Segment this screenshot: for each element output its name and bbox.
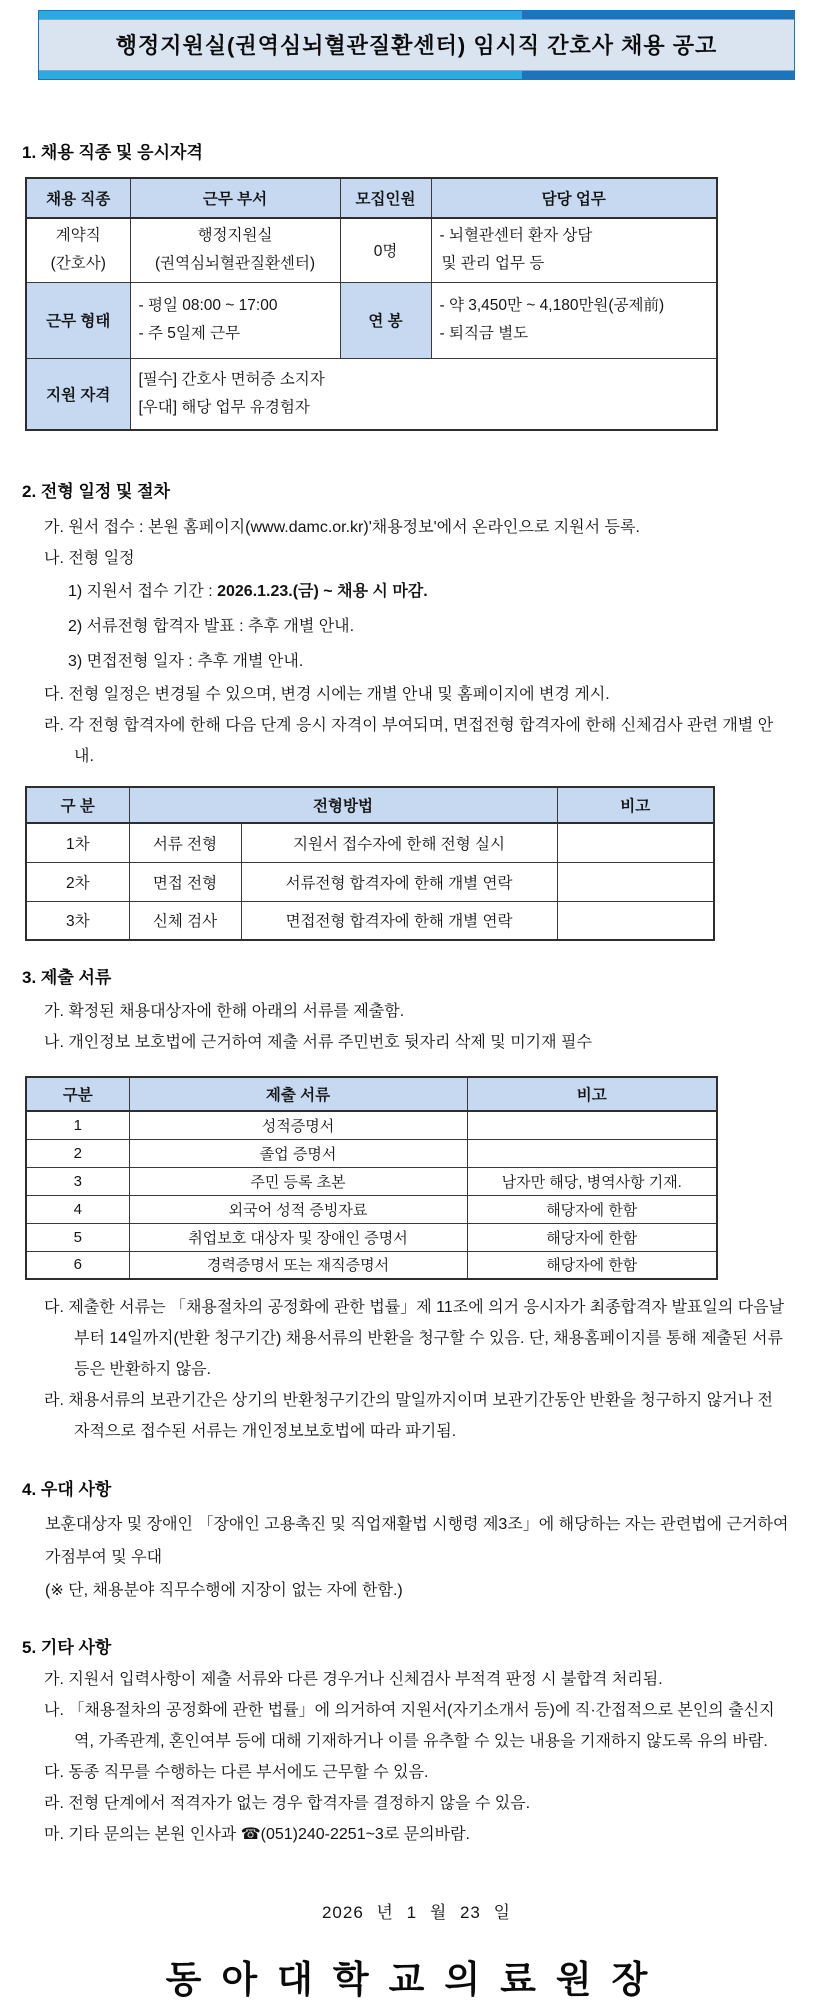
table-row — [26, 901, 714, 940]
note-cell — [557, 823, 714, 862]
section2-heading: 2. 전형 일정 및 절차 — [22, 482, 171, 501]
table-row — [26, 823, 714, 862]
desc-cell: 서류전형 합격자에 한해 개별 연락 — [241, 862, 557, 901]
recruit-table — [25, 177, 718, 431]
col-header-document: 제출 서류 — [129, 1077, 467, 1111]
duties-cell: - 뇌혈관센터 환자 상담 및 관리 업무 등 — [431, 218, 717, 282]
doc-note-cell: 해당자에 한함 — [467, 1251, 717, 1279]
stage-cell: 2차 — [26, 862, 129, 901]
doc-note-cell — [467, 1139, 717, 1167]
qualification-cell: [필수] 간호사 면허증 소지자 [우대] 해당 업무 유경험자 — [130, 358, 717, 430]
paragraph-item: 라. 각 전형 합격자에 한해 다음 단계 응시 자격이 부여되며, 면접전형 합격자에 한해 신체검사 관련 개별 안내. — [44, 717, 774, 765]
doc-name-cell: 외국어 성적 증빙자료 — [129, 1195, 467, 1223]
doc-name-cell: 경력증명서 또는 재직증명서 — [129, 1251, 467, 1279]
department-cell: 행정지원실 (권역심뇌혈관질환센터) — [130, 218, 340, 282]
paragraph-item: 다. 전형 일정은 변경될 수 있으며, 변경 시에는 개별 안내 및 홈페이지에 변경 게시. — [44, 686, 610, 703]
paragraph-item: 가. 확정된 채용대상자에 한해 아래의 서류를 제출함. — [44, 1003, 405, 1020]
banner-band — [39, 19, 794, 71]
section5-heading: 5. 기타 사항 — [22, 1638, 112, 1657]
col-header-note: 비고 — [557, 787, 714, 823]
col-header-openings: 모집인원 — [340, 178, 431, 218]
table-row — [26, 218, 717, 282]
document-date: 2026 년 1 월 23 일 — [321, 1903, 512, 1922]
paragraph-text: 보훈대상자 및 장애인 「장애인 고용촉진 및 직업재활법 시행령 제3조」에 해당하는 자는 관련법에 근거하여 가점부여 및 우대 — [45, 1516, 789, 1566]
method-cell: 신체 검사 — [129, 901, 241, 940]
table-row — [26, 1111, 717, 1139]
stage-cell: 3차 — [26, 901, 129, 940]
job-type-cell: 계약직 (간호사) — [26, 218, 130, 282]
title-banner — [38, 10, 795, 80]
section4-heading: 4. 우대 사항 — [22, 1480, 112, 1499]
col-header-stage: 구 분 — [26, 787, 129, 823]
work-type-label-cell: 근무 형태 — [26, 282, 130, 358]
col-header-no: 구분 — [26, 1077, 129, 1111]
qualification-label-cell: 지원 자격 — [26, 358, 130, 430]
doc-name-cell: 졸업 증명서 — [129, 1139, 467, 1167]
openings-cell: 0명 — [340, 218, 431, 282]
note-cell — [557, 901, 714, 940]
process-table-header-row — [26, 787, 714, 823]
docs-table-header-row — [26, 1077, 717, 1111]
paragraph-text: (※ 단, 채용분야 직무수행에 지장이 없는 자에 한함.) — [45, 1582, 403, 1599]
documents-table — [25, 1076, 718, 1280]
banner-bottom-stripe — [39, 71, 794, 79]
paragraph-item: 다. 제출한 서류는 「채용절차의 공정화에 관한 법률」제 11조에 의거 응시자가 최종합격자 발표일의 다음날부터 14일까지(반환 청구기간) 채용서류의 반환을 청구할 수 있음. 단, 채용홈페이지를 통해 제출된 서류 등은 반환하지 않음. — [44, 1299, 785, 1378]
document-title: 행정지원실(권역심뇌혈관질환센터) 임시직 간호사 채용 공고 — [115, 33, 718, 58]
schedule-sub-item: 2) 서류전형 합격자 발표 : 추후 개별 안내. — [68, 618, 355, 635]
doc-no-cell: 6 — [26, 1251, 129, 1279]
table-row — [26, 1223, 717, 1251]
method-cell: 서류 전형 — [129, 823, 241, 862]
col-header-duties: 담당 업무 — [431, 178, 717, 218]
doc-name-cell: 취업보호 대상자 및 장애인 증명서 — [129, 1223, 467, 1251]
doc-no-cell: 1 — [26, 1111, 129, 1139]
salary-label-cell: 연 봉 — [340, 282, 431, 358]
deadline-text: 2026.1.23.(금) ~ 채용 시 마감. — [217, 583, 428, 600]
doc-no-cell: 5 — [26, 1223, 129, 1251]
banner-top-stripe — [39, 11, 794, 19]
stage-cell: 1차 — [26, 823, 129, 862]
doc-note-cell: 남자만 해당, 병역사항 기재. — [467, 1167, 717, 1195]
doc-note-cell — [467, 1111, 717, 1139]
doc-no-cell: 4 — [26, 1195, 129, 1223]
col-header-method: 전형방법 — [129, 787, 557, 823]
section3-heading: 3. 제출 서류 — [22, 968, 112, 987]
doc-name-cell: 주민 등록 초본 — [129, 1167, 467, 1195]
table-row — [26, 1195, 717, 1223]
desc-cell: 면접전형 합격자에 한해 개별 연락 — [241, 901, 557, 940]
paragraph-item: 가. 지원서 입력사항이 제출 서류와 다른 경우거나 신체검사 부적격 판정 시 불합격 처리됨. — [44, 1671, 663, 1688]
desc-cell: 지원서 접수자에 한해 전형 실시 — [241, 823, 557, 862]
issuer-signature: 동아대학교의료원장 — [165, 1960, 668, 2001]
paragraph-item: 마. 기타 문의는 본원 인사과 ☎(051)240-2251~3로 문의바람. — [44, 1826, 470, 1843]
schedule-sub-item: 1) 지원서 접수 기간 : 2026.1.23.(금) ~ 채용 시 마감. — [68, 583, 428, 600]
job-posting-document — [0, 10, 833, 2001]
paragraph-item: 나. 「채용절차의 공정화에 관한 법률」에 의거하여 지원서(자기소개서 등)에 직·간접적으로 본인의 출신지역, 가족관계, 혼인여부 등에 대해 기재하거나 이를 유추할 수 있는 내용을 기재하지 않도록 유의 바람. — [44, 1702, 775, 1750]
method-cell: 면접 전형 — [129, 862, 241, 901]
process-table — [25, 786, 715, 941]
paragraph-item: 다. 동종 직무를 수행하는 다른 부서에도 근무할 수 있음. — [44, 1764, 429, 1781]
work-type-cell: - 평일 08:00 ~ 17:00 - 주 5일제 근무 — [130, 282, 340, 358]
table-row — [26, 862, 714, 901]
paragraph-item: 나. 전형 일정 — [44, 550, 135, 567]
paragraph-item: 라. 채용서류의 보관기간은 상기의 반환청구기간의 말일까지이며 보관기간동안 반환을 청구하지 않거나 전자적으로 접수된 서류는 개인정보보호법에 따라 파기됨. — [44, 1392, 773, 1440]
recruit-table-header-row — [26, 178, 717, 218]
table-row — [26, 282, 717, 358]
paragraph-item: 라. 전형 단계에서 적격자가 없는 경우 합격자를 결정하지 않을 수 있음. — [44, 1795, 531, 1812]
col-header-note: 비고 — [467, 1077, 717, 1111]
paragraph-item: 나. 개인정보 보호법에 근거하여 제출 서류 주민번호 뒷자리 삭제 및 미기재 필수 — [44, 1034, 592, 1051]
col-header-job-type: 채용 직종 — [26, 178, 130, 218]
doc-note-cell: 해당자에 한함 — [467, 1195, 717, 1223]
table-row — [26, 1167, 717, 1195]
section1-heading: 1. 채용 직종 및 응시자격 — [22, 143, 203, 162]
doc-no-cell: 2 — [26, 1139, 129, 1167]
col-header-department: 근무 부서 — [130, 178, 340, 218]
table-row — [26, 1139, 717, 1167]
salary-cell: - 약 3,450만 ~ 4,180만원(공제前) - 퇴직금 별도 — [431, 282, 717, 358]
doc-note-cell: 해당자에 한함 — [467, 1223, 717, 1251]
paragraph-item: 가. 원서 접수 : 본원 홈페이지(www.damc.or.kr)'채용정보'에서 온라인으로 지원서 등록. — [44, 519, 640, 536]
table-row — [26, 358, 717, 430]
note-cell — [557, 862, 714, 901]
table-row — [26, 1251, 717, 1279]
doc-no-cell: 3 — [26, 1167, 129, 1195]
doc-name-cell: 성적증명서 — [129, 1111, 467, 1139]
schedule-sub-item: 3) 면접전형 일자 : 추후 개별 안내. — [68, 653, 304, 670]
